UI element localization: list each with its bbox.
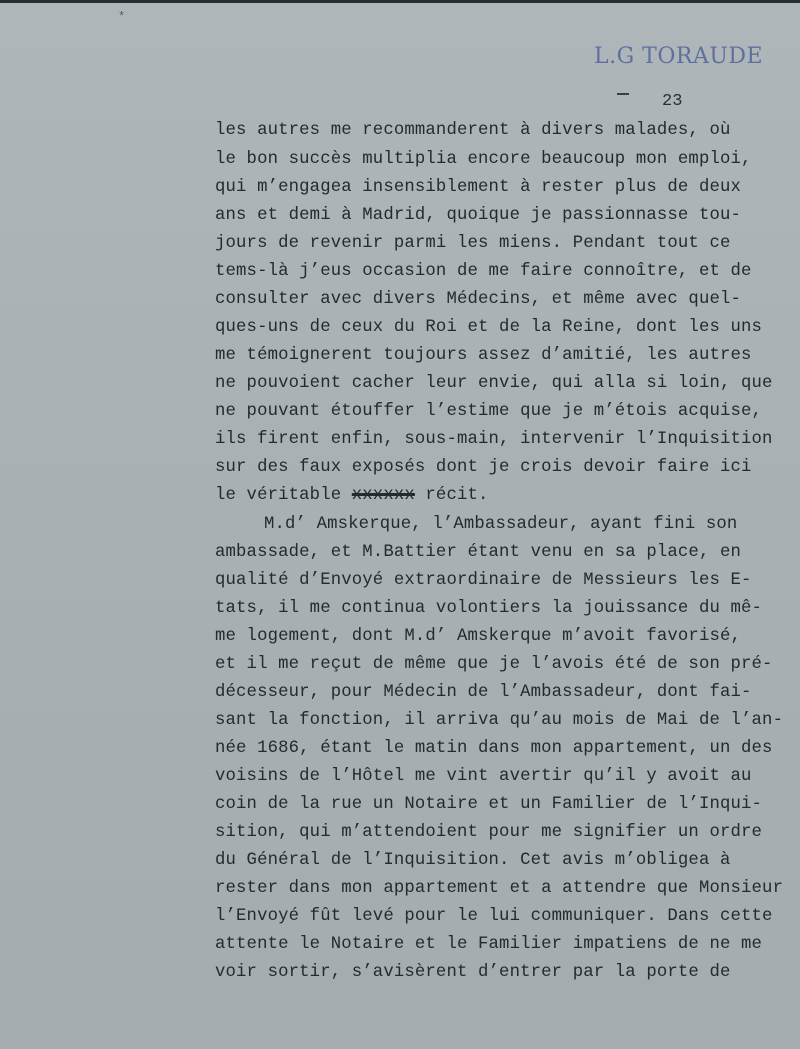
text-line: me logement, dont M.d’ Amskerque m’avoit favorisé, (215, 627, 742, 646)
text-line: sant la fonction, il arriva qu’au mois de Mai de l’an- (215, 711, 784, 730)
text-line: me témoignerent toujours assez d’amitié, les autres (215, 346, 752, 365)
text-fragment: récit. (414, 486, 489, 505)
page-number: 23 (662, 92, 683, 111)
text-line: ils firent enfin, sous-main, intervenir l’Inquisition (215, 430, 773, 449)
text-fragment: le véritable (215, 486, 352, 505)
text-line-last (215, 486, 489, 506)
text-line: coin de la rue un Notaire et un Familier de l’Inqui- (215, 795, 763, 814)
text-line: ans et demi à Madrid, quoique je passionnasse tou- (215, 206, 742, 225)
text-line: consulter avec divers Médecins, et même avec quel- (215, 290, 742, 309)
text-line: ne pouvoient cacher leur envie, qui alla si loin, que (215, 374, 773, 393)
text-line: voir sortir, s’avisèrent d’entrer par la porte de (215, 963, 731, 982)
text-line: ambassade, et M.Battier étant venu en sa place, en (215, 543, 742, 562)
struck-out-text: xxxxxx (351, 486, 415, 505)
text-line: M.d’ Amskerque, l’Ambassadeur, ayant fini son (264, 515, 738, 534)
text-line: jours de revenir parmi les miens. Pendant tout ce (215, 234, 731, 253)
header-dash (617, 93, 629, 95)
text-line: décesseur, pour Médecin de l’Ambassadeur, dont fai- (215, 683, 752, 702)
text-line: voisins de l’Hôtel me vint avertir qu’il y avoit au (215, 767, 752, 786)
text-line: rester dans mon appartement et a attendre que Monsieur (215, 879, 784, 898)
text-line: du Général de l’Inquisition. Cet avis m’obligea à (215, 851, 731, 870)
text-line: attente le Notaire et le Familier impatiens de ne me (215, 935, 763, 954)
text-line: ques-uns de ceux du Roi et de la Reine, dont les uns (215, 318, 763, 337)
text-line: l’Envoyé fût levé pour le lui communiquer. Dans cette (215, 907, 773, 926)
text-line: et il me reçut de même que je l’avois été de son pré- (215, 655, 773, 674)
text-line: sur des faux exposés dont je crois devoir faire ici (215, 458, 752, 477)
top-mark: * (118, 10, 126, 24)
toraude-stamp: L.G TORAUDE (594, 44, 764, 69)
text-line: les autres me recommanderent à divers malades, où (215, 121, 731, 140)
text-line: née 1686, étant le matin dans mon appartement, un des (215, 739, 773, 758)
text-line: qualité d’Envoyé extraordinaire de Messieurs les E- (215, 571, 752, 590)
page-top-edge (0, 0, 800, 3)
text-line: sition, qui m’attendoient pour me signifier un ordre (215, 823, 763, 842)
text-line: le bon succès multiplia encore beaucoup mon emploi, (215, 150, 752, 169)
text-line: tats, il me continua volontiers la jouissance du mê- (215, 599, 763, 618)
text-line: qui m’engagea insensiblement à rester plus de deux (215, 178, 742, 197)
text-line: ne pouvant étouffer l’estime que je m’étois acquise, (215, 402, 763, 421)
text-line: tems-là j’eus occasion de me faire connoître, et de (215, 262, 752, 281)
